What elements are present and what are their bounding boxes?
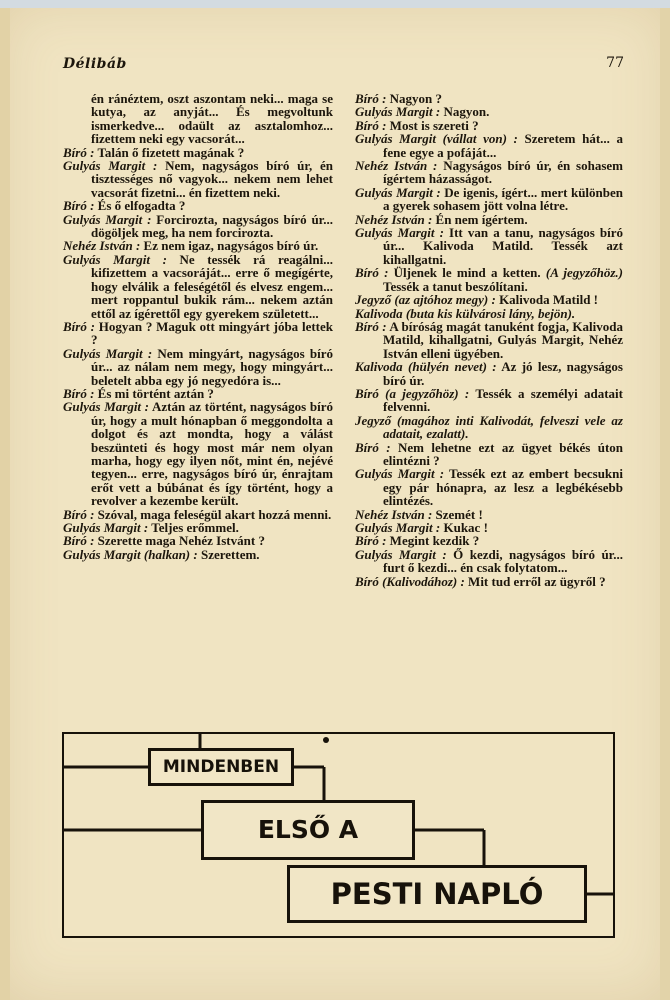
left-column (63, 92, 333, 561)
dialogue-text: Szeretem hát... a fene egye a pofáját... (383, 131, 624, 160)
dialogue-paragraph (355, 548, 623, 575)
dialogue-text: Nem mingyárt, nagyságos bíró úr... az nálam nem megy, hogy mingyárt... beletelt abba egy jó negyedóra is... (91, 345, 334, 388)
speaker-label: Gulyás Margit : (63, 158, 158, 174)
speaker-label: Nehéz István : (355, 211, 433, 227)
speaker-label: Nehéz István : (355, 506, 433, 522)
dialogue-paragraph (355, 307, 623, 320)
dialogue-paragraph (355, 213, 623, 226)
dialogue-text: Kalivoda Matild ! (499, 292, 599, 308)
speaker-label: Gulyás Margit : (63, 211, 152, 227)
dialogue-paragraph (63, 521, 333, 534)
dialogue-text: Szóval, maga feleségül akart hozzá menni. (97, 506, 332, 522)
speaker-label: Bíró : (63, 506, 95, 522)
speaker-label: Bíró : (63, 385, 95, 401)
dialogue-text: Szerette maga Nehéz Istvánt ? (97, 533, 265, 549)
speaker-label: Bíró : (355, 318, 387, 334)
dialogue-paragraph (63, 400, 333, 507)
dialogue-text: Ő kezdi, nagyságos bíró úr... furt ő kezdi... én csak folytatom... (383, 546, 623, 576)
speaker-label: Gulyás Margit : (355, 104, 441, 120)
dialogue-text: És ő elfogadta ? (97, 198, 186, 214)
speaker-label: Jegyző (az ajtóhoz megy) : (355, 292, 496, 308)
speaker-label: Gulyás Margit : (355, 225, 444, 241)
speaker-label: Bíró : (355, 91, 387, 106)
speaker-label: Gulyás Margit : (63, 520, 149, 535)
dialogue-paragraph (63, 253, 333, 320)
speaker-label: Bíró (a jegyzőhöz) : (355, 385, 470, 401)
speaker-label: Gulyás Margit : (355, 520, 441, 535)
dialogue-text: Talán ő fizetett magának ? (97, 144, 245, 160)
page-number: 77 (606, 55, 624, 71)
advert-line-2: ELSŐ A (201, 800, 415, 860)
dialogue-text: Üljenek le mind a ketten. (393, 265, 541, 281)
advert-line-1: MINDENBEN (148, 748, 294, 786)
dialogue-paragraph (355, 226, 623, 266)
dialogue-text: Forcirozta, nagyságos bíró úr... dögöljek meg, ha nem forcirozta. (91, 211, 334, 241)
dialogue-paragraph (63, 159, 333, 199)
dialogue-text: És mi történt aztán ? (97, 385, 214, 401)
dialogue-text: Hogyan ? Maguk ott mingyárt jóba lettek ? (91, 318, 333, 348)
dialogue-paragraph (355, 360, 623, 387)
dialogue-paragraph (355, 132, 623, 159)
dialogue-text: Szemét ! (435, 506, 483, 522)
speaker-label: Bíró (Kalivodához) : (355, 573, 465, 589)
speaker-label: Bíró : (355, 117, 387, 133)
ink-blot (323, 737, 329, 743)
top-scan-strip (0, 0, 670, 8)
speaker-label: Kalivoda (buta kis külvárosi lány, bejön). (355, 305, 576, 321)
dialogue-text: Az jó lesz, nagyságos bíró úr. (383, 359, 623, 388)
speaker-label: Bíró : (63, 533, 95, 549)
dialogue-text: Aztán az történt, nagyságos bíró úr, hogy a mult hónapban ő meggondolta a dolgot és azt mondta, hogy a válást beszünteti és hogy most már nem olyan marha, hogy egy ilyen nőt, mint én, nejévé tegyen... erre, nagyságos bíró úr, énrajtam erőt vett a búbánat és így történt, hogy a revolver a kezembe került. (91, 399, 333, 509)
dialogue-paragraph (355, 414, 623, 441)
speaker-label: Gulyás Margit : (63, 399, 150, 415)
dialogue-paragraph (355, 293, 623, 306)
speaker-label: Bíró : (63, 318, 95, 334)
dialogue-text: Mit tud erről az ügyről ? (468, 573, 606, 589)
dialogue-text: Tessék a személyi adatait felvenni. (383, 385, 623, 415)
speaker-label: Nehéz István : (355, 158, 438, 174)
speaker-label: Nehéz István : (63, 238, 141, 254)
stage-direction: (A jegyzőhöz.) (545, 265, 624, 281)
speaker-label: Bíró : (355, 265, 389, 281)
speaker-label: Gulyás Margit (halkan) : (63, 546, 198, 562)
dialogue-text: Én nem ígértem. (435, 211, 528, 227)
right-column (355, 92, 623, 588)
speaker-label: Bíró : (355, 533, 387, 549)
dialogue-text: Tessék ezt az embert becsukni egy pár hónapra, az lesz a legbékésebb elintézés. (383, 466, 623, 509)
dialogue-text: Szerettem. (200, 546, 260, 562)
dialogue-text: Nagyon. (443, 104, 490, 120)
speaker-label: Bíró : (63, 144, 95, 160)
dialogue-paragraph (355, 441, 623, 468)
masthead: Délibáb (63, 56, 127, 72)
left-page-edge (0, 8, 10, 1000)
speaker-label: Bíró : (355, 439, 391, 455)
dialogue-text: Ne tessék rá reagálni... kifizettem a vacsoráját... erre ő megígérte, hogy elválik a feleségétől és elvesz engem... mert roppantul bukik rám... nekem aztán ettől az ígérettől egy gyerekem született... (91, 251, 334, 321)
dialogue-text: A bíróság magát tanuként fogja, Kalivoda Matild, kihallgatni, Gulyás Margit, Nehéz István elleni ügyében. (383, 318, 624, 361)
right-page-edge (660, 8, 670, 1000)
dialogue-paragraph (355, 467, 623, 507)
dialogue-paragraph (355, 534, 623, 547)
dialogue-text: Megint kezdik ? (389, 533, 480, 549)
speaker-label: Jegyző (magához inti Kalivodát, felveszi vele az adatait, ezalatt). (355, 412, 623, 442)
dialogue-paragraph (355, 159, 623, 186)
speaker-label: Gulyás Margit : (355, 184, 441, 200)
dialogue-paragraph (63, 548, 333, 561)
dialogue-paragraph (63, 146, 333, 159)
speaker-label: Kalivoda (hülyén nevet) : (355, 359, 497, 375)
dialogue-paragraph (355, 186, 623, 213)
speaker-label: Gulyás Margit : (355, 546, 447, 562)
dialogue-paragraph (355, 320, 623, 360)
dialogue-paragraph (355, 105, 623, 118)
dialogue-paragraph (63, 534, 333, 547)
dialogue-paragraph (355, 508, 623, 521)
dialogue-text: Ez nem igaz, nagyságos bíró úr. (143, 238, 319, 254)
dialogue-paragraph (63, 239, 333, 252)
dialogue-text: Nagyon ? (389, 91, 443, 106)
dialogue-text: Nem lehetne ezt az ügyet békés úton elintézni ? (383, 439, 624, 468)
speaker-label: Bíró : (63, 198, 95, 214)
dialogue-text: Nagyságos bíró úr, én sohasem ígértem házasságot. (383, 158, 624, 187)
dialogue-text: Most is szereti ? (389, 117, 479, 133)
dialogue-text: én ránéztem, oszt aszontam neki... maga se kutya, az anyját... És megvoltunk ismerkedve... odaült az asztalomhoz... fizettem neki egy vacsorát... (91, 91, 333, 147)
speaker-label: Gulyás Margit (vállat von) : (355, 131, 518, 147)
speaker-label: Gulyás Margit : (63, 251, 167, 267)
dialogue-paragraph (63, 347, 333, 387)
dialogue-text: Kukac ! (443, 520, 488, 535)
dialogue-paragraph (63, 213, 333, 240)
dialogue-paragraph (355, 387, 623, 414)
dialogue-paragraph (355, 521, 623, 534)
dialogue-paragraph (63, 387, 333, 400)
dialogue-paragraph (355, 119, 623, 132)
dialogue-paragraph (63, 92, 333, 146)
dialogue-text: De igenis, ígért... mert különben a gyerek sohasem jött volna létre. (383, 184, 623, 214)
dialogue-paragraph (355, 92, 623, 105)
dialogue-text: Itt van a tanu, nagyságos bíró úr... Kalivoda Matild. Tessék azt kihallgatni. (383, 225, 624, 267)
dialogue-paragraph (63, 320, 333, 347)
advert-line-3: PESTI NAPLÓ (287, 865, 587, 923)
dialogue-paragraph (355, 266, 623, 293)
dialogue-text: Tessék a tanut beszólítani. (383, 278, 528, 294)
dialogue-paragraph (355, 575, 623, 588)
dialogue-text: Nem, nagyságos bíró úr, én tisztességes nő vagyok... nekem nem lehet vacsorát fizetni... én fizettem neki. (91, 158, 334, 200)
pesti-naplo-advert (62, 732, 615, 938)
dialogue-paragraph (63, 199, 333, 212)
speaker-label: Gulyás Margit : (63, 345, 153, 361)
speaker-label: Gulyás Margit : (355, 466, 445, 482)
dialogue-paragraph (63, 508, 333, 521)
dialogue-text: Teljes erőmmel. (151, 520, 239, 535)
